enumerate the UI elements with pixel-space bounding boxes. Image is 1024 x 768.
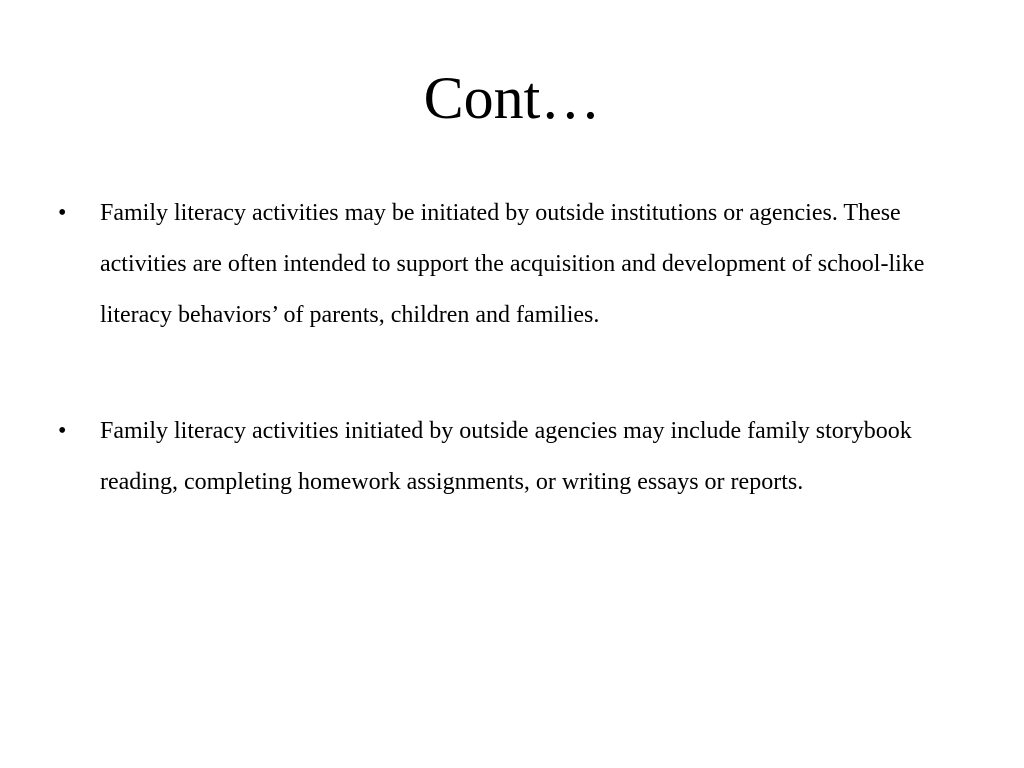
bullet-item [58,188,968,341]
bullet-item [58,406,968,508]
bullet-list [58,188,968,573]
bullet-marker: • [58,200,67,226]
bullet-marker: • [58,418,67,444]
bullet-text: Family literacy activities may be initiated by outside institutions or agencies. These activities are often intended to support the acquisition and development of school-like literacy behaviors’ of parents, children and families. [100,200,925,328]
slide-title: Cont… [423,65,601,131]
bullet-text: Family literacy activities initiated by outside agencies may include family storybook reading, completing homework assignments, or writing essays or reports. [100,418,912,495]
